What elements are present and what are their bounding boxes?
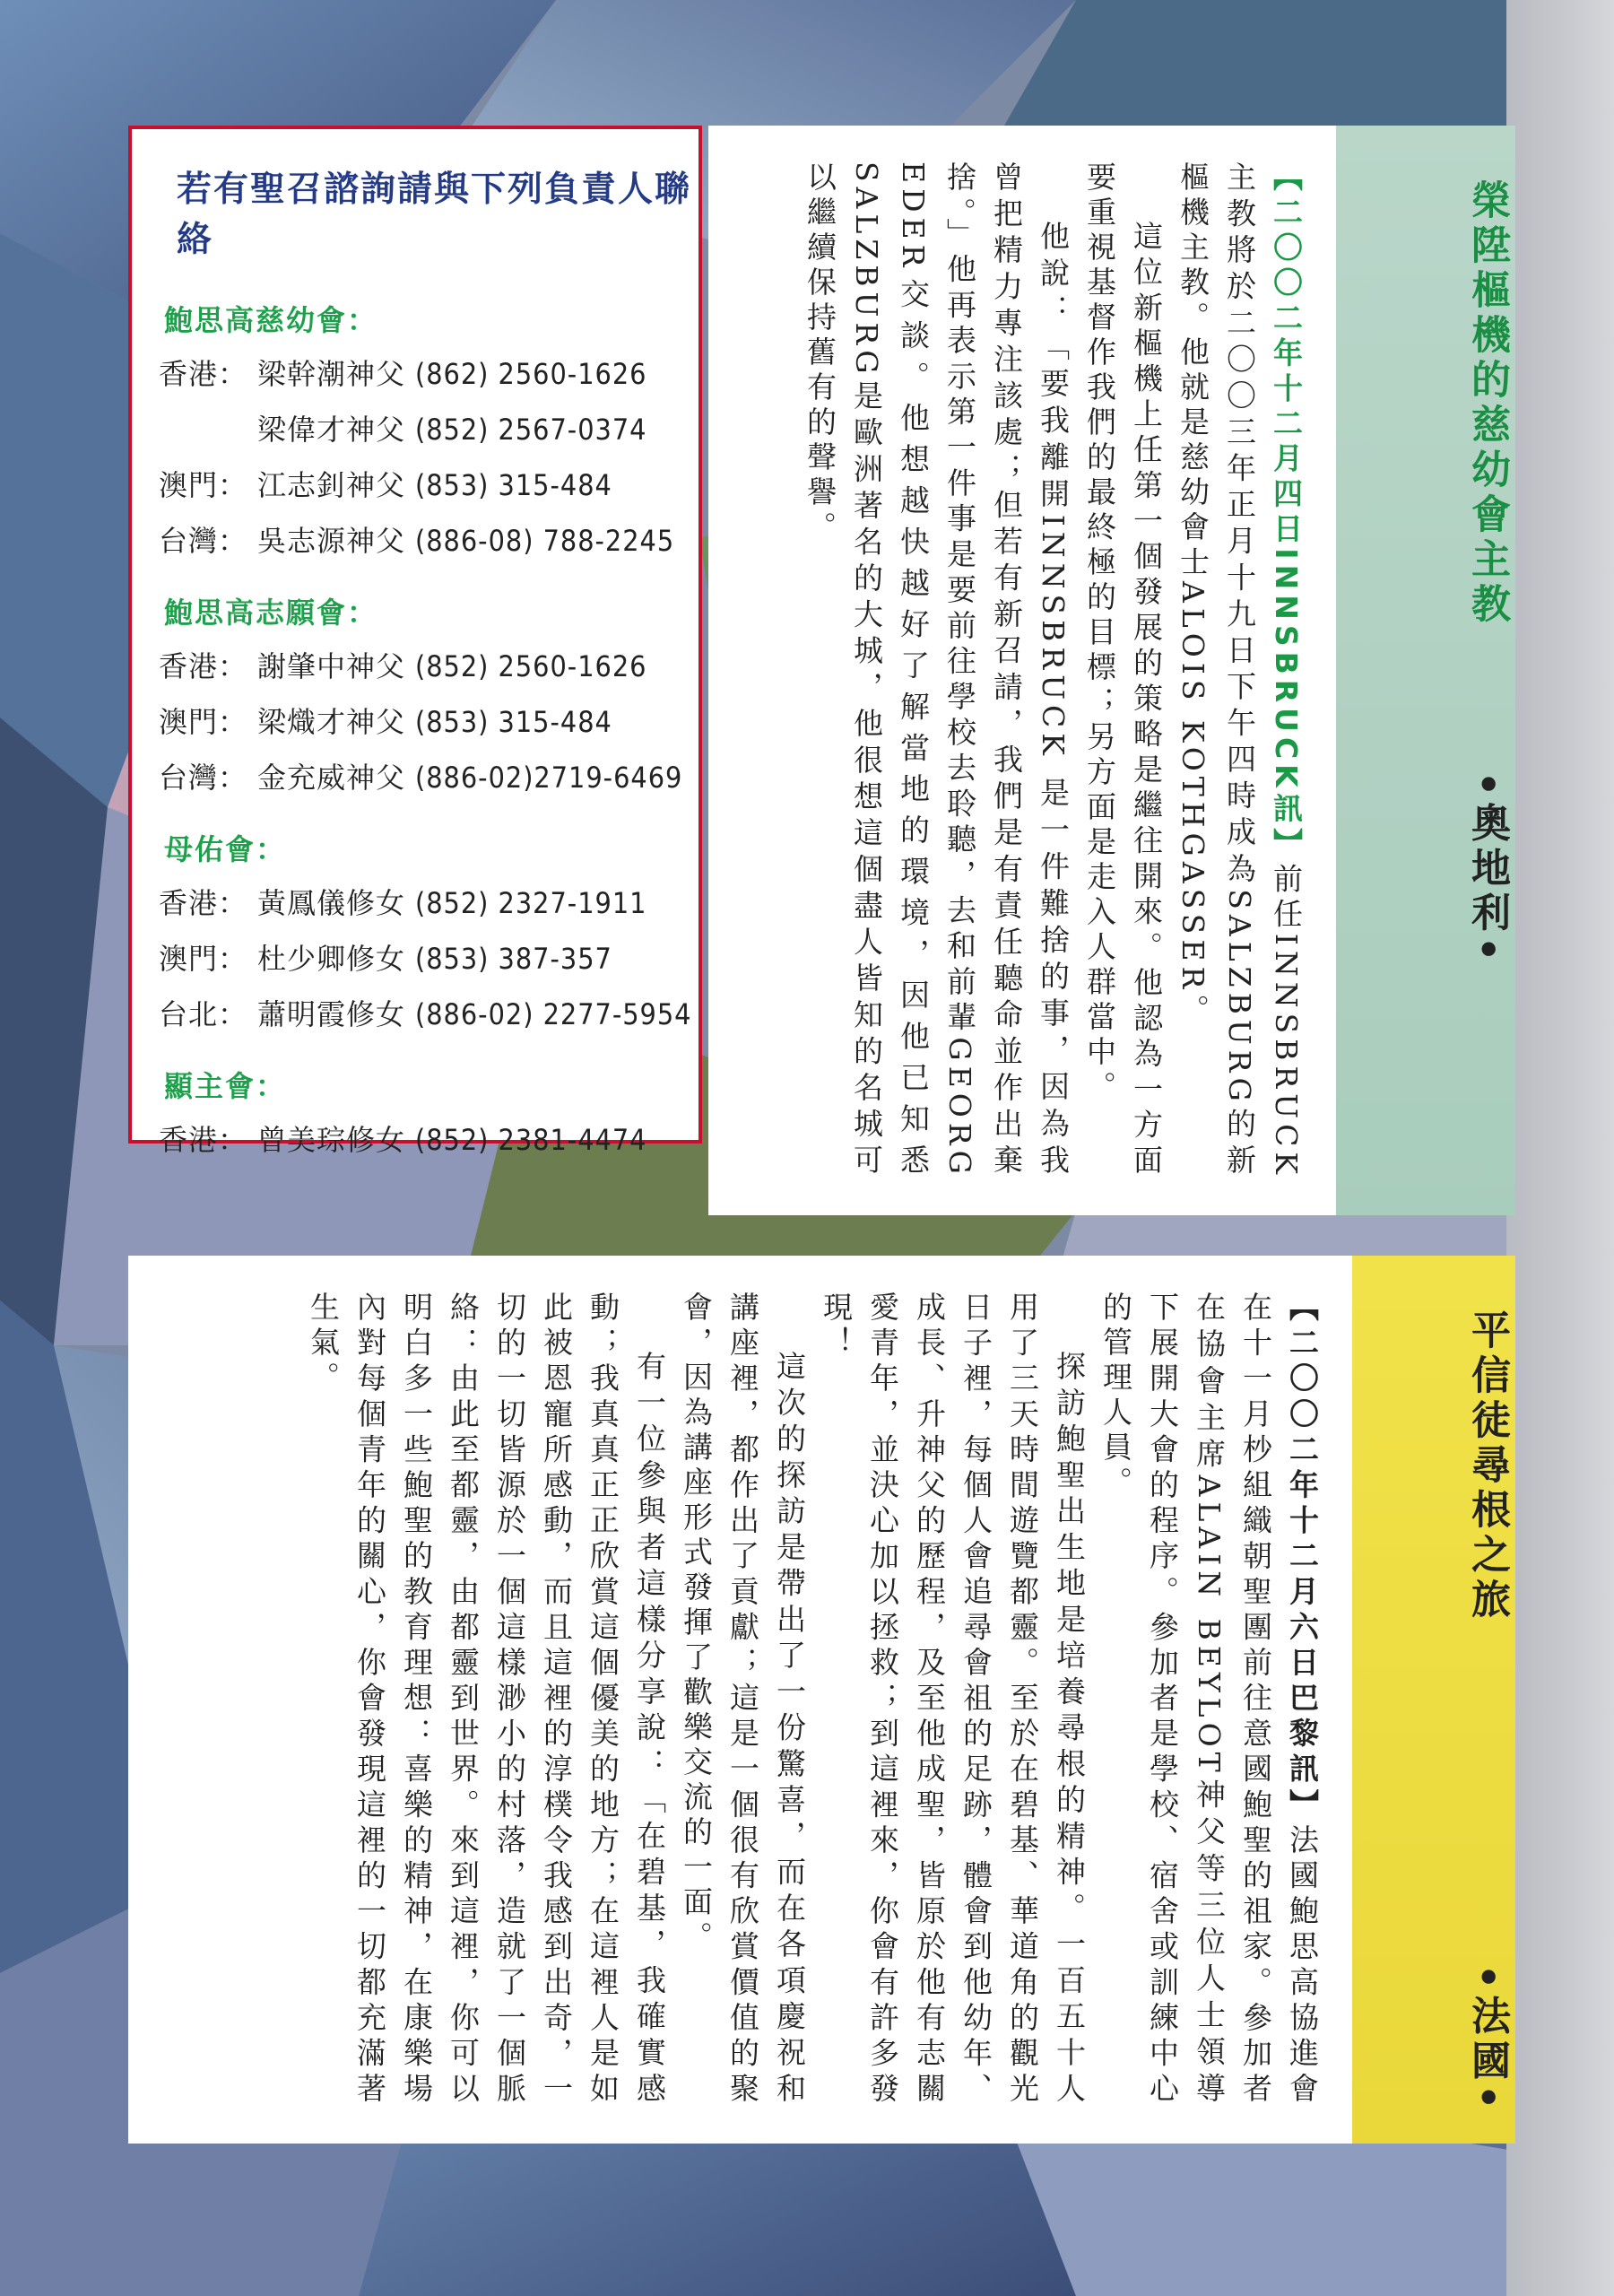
article-title: 榮陞樞機的慈幼會主教 [1464, 179, 1510, 628]
article-paragraph: 探訪鮑聖出生地是培養尋根的精神。一百五十人用了三天時間遊覽都靈。至於在碧基、華道角的觀光日子裡，每個人會追尋會祖的足跡，體會到他幼年、成長、升神父的歷程，及至他成聖，皆原於他有志關愛青年，並決心加以拯救；到這裡來，你會有許多發現！ [819, 1292, 1087, 2108]
right-margin-strip [1506, 0, 1614, 2296]
contact-region: 台北： [159, 997, 248, 1031]
contact-phone: (886-02) 2277-5954 [415, 997, 692, 1031]
contact-phone: (852) 2560-1626 [415, 649, 647, 683]
contact-row [159, 755, 699, 811]
article-title: 平信徒尋根之旅 [1464, 1309, 1510, 1623]
article-body [708, 126, 1336, 1215]
vocation-contact-box [128, 126, 702, 1157]
article-paragraph: 這位新樞機上任第一個發展的策略是繼往開來。他認為一方面要重視基督作我們的最終極的目標；另方面是走入人群當中。 [1082, 161, 1164, 1179]
contact-phone: (852) 2381-4474 [415, 1123, 647, 1157]
contact-region: 香港： [159, 1123, 248, 1157]
article-pilgrimage [128, 1256, 1515, 2144]
org-name: 母佑會： [164, 832, 287, 866]
article-paragraph: 有一位參與者這樣分享說：「在碧基，我確實感動；我真真正正欣賞這個優美的地方；在這裡人是如此被恩寵所感動，而且這裡的淳樸令我感到出奇，一切的一切皆源於一個這樣渺小的村落，造就了一個脈絡：由此至都靈，由都靈到世界。來到這裡，你可以明白多一些鮑聖的教育理想：喜樂的精神，在康樂場內對每個青年的關心，你會發現這裡的一切都充滿著生氣。 [306, 1292, 667, 2108]
article-paragraph [1092, 1292, 1325, 2108]
org-name: 鮑思高志願會： [164, 596, 378, 630]
contact-row [159, 992, 699, 1048]
article-title-band [1352, 1256, 1515, 2144]
contact-phone: (886-02)2719-6469 [415, 761, 683, 795]
contact-phone: (853) 387-357 [415, 942, 612, 976]
article-paragraph: 他說：「要我離開INNSBRUCK 是一件難捨的事，因為我曾把精力專注該處；但若有新召請，我們是有責任聽命並作出棄捨。」他再表示第一件事是要前往學校去聆聽，去和前輩GEORG EDER交談。他想越快越好了解當地的環境，因他已知悉SALZBURG是歐洲著名的大城，他很想這個盡人皆知的名城可以繼續保持舊有的聲譽。 [803, 161, 1071, 1179]
article-title-band [1336, 126, 1515, 1215]
contact-phone: (886-08) 788-2245 [415, 524, 675, 558]
contact-region: 台灣： [159, 761, 248, 795]
contact-name: 杜少卿修女 [257, 942, 406, 976]
contact-region: 澳門： [159, 705, 248, 739]
contact-region: 香港： [159, 649, 248, 683]
contact-name: 謝肇中神父 [257, 649, 406, 683]
contact-row [159, 407, 699, 463]
contact-row [159, 700, 699, 755]
article-paragraph [1169, 161, 1309, 1179]
contact-phone: (862) 2560-1626 [415, 357, 647, 391]
contact-region: 澳門： [159, 942, 248, 976]
contact-name: 金充威神父 [257, 761, 406, 795]
contact-title: 若有聖召諮詢請與下列負責人聯絡 [177, 170, 692, 260]
contact-phone: (852) 2567-0374 [415, 413, 647, 447]
contact-name: 梁幹潮神父 [257, 357, 406, 391]
contact-region: 澳門： [159, 468, 248, 502]
article-paragraph: 這次的探訪是帶出了一份驚喜，而在各項慶祝和講座裡，都作出了貢獻；這是一個很有欣賞價值的聚會，因為講座形式發揮了歡樂交流的一面。 [679, 1292, 807, 2108]
contact-row [159, 352, 699, 407]
contact-name: 吳志源神父 [257, 524, 406, 558]
contact-name: 蕭明霞修女 [257, 997, 406, 1031]
org-section-salesians [159, 298, 699, 574]
contact-region: 香港： [159, 357, 248, 391]
contact-name: 曾美琮修女 [257, 1123, 406, 1157]
contact-name: 梁偉才神父 [257, 413, 406, 447]
contact-row [159, 1118, 699, 1173]
contact-row [159, 881, 699, 936]
contact-row [159, 936, 699, 992]
contact-phone: (852) 2327-1911 [415, 886, 647, 920]
contact-name: 梁熾才神父 [257, 705, 406, 739]
article-country: •法國• [1464, 1964, 1510, 2116]
article-country: •奧地利• [1464, 771, 1510, 968]
article-cardinal [708, 126, 1515, 1215]
article-dateline: 【二〇〇二年十二月六日巴黎訊】 [1285, 1292, 1320, 1824]
article-paragraph-text: 前任INNSBRUCK主教將於二〇〇三年正月十九日下午四時成為SALZBURG的新樞機主教。他就是慈幼會士ALOIS KOTHGASSER。 [1176, 161, 1304, 1179]
contact-row [159, 463, 699, 518]
contact-phone: (853) 315-484 [415, 468, 612, 502]
contact-phone: (853) 315-484 [415, 705, 612, 739]
contact-row [159, 518, 699, 574]
org-section-volunteers [159, 590, 699, 811]
article-body [128, 1256, 1352, 2144]
contact-region: 香港： [159, 886, 248, 920]
article-paragraph-text: 法國鮑思高協進會在十一月杪組織朝聖團前往意國鮑聖的祖家。參加者在協會主席ALAIN BEYLOT神父等三位人士領導下展開大會的程序。參加者是學校、宿舍或訓練中心的管理人員。 [1098, 1292, 1320, 2109]
org-name: 顯主會： [164, 1069, 287, 1103]
contact-row [159, 644, 699, 700]
contact-region: 台灣： [159, 524, 248, 558]
contact-name: 黃鳳儀修女 [257, 886, 406, 920]
contact-name: 江志釗神父 [257, 468, 406, 502]
org-section-fma [159, 827, 699, 1048]
article-dateline: 【二〇〇二年十二月四日INNSBRUCK訊】 [1269, 161, 1304, 864]
org-section-epiphany [159, 1064, 699, 1173]
org-name: 鮑思高慈幼會： [164, 303, 378, 337]
